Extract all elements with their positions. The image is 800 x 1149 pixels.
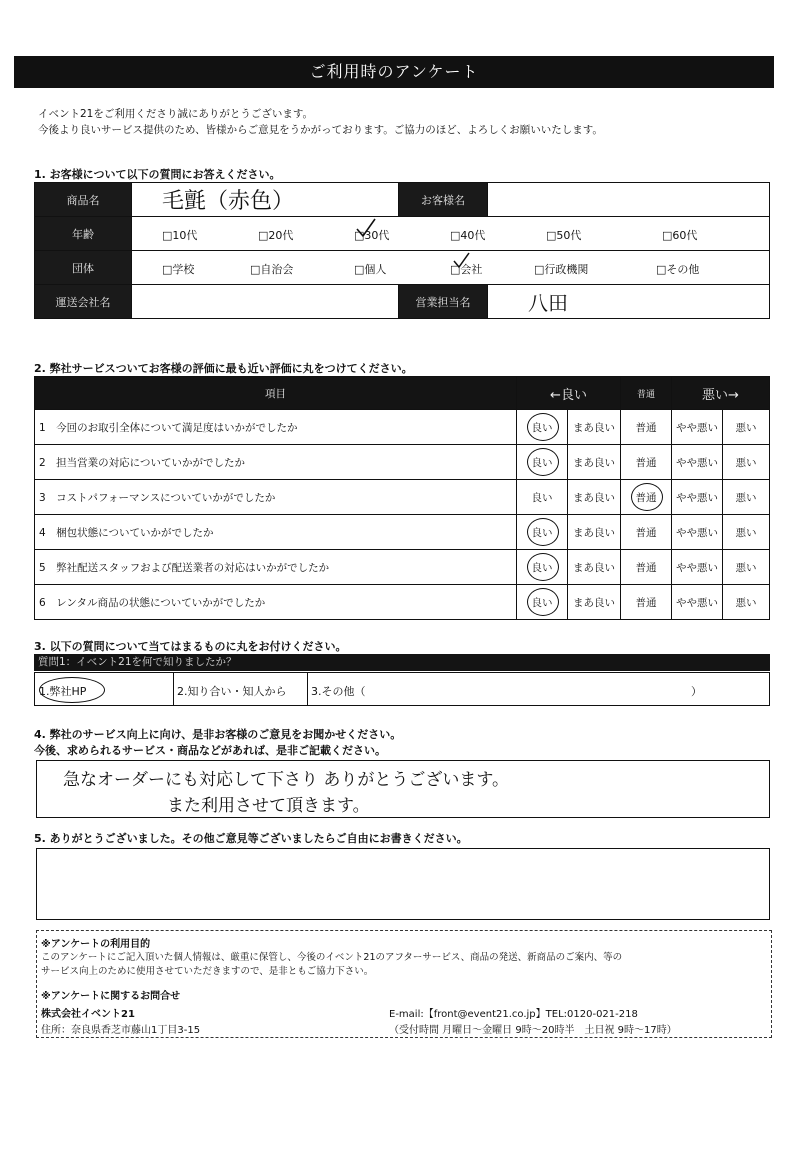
customer-info-table xyxy=(34,182,770,319)
rating-option[interactable]: 普通 xyxy=(621,515,672,550)
purpose-text-1: このアンケートにご記入頂いた個人情報は、厳重に保管し、今後のイベント21のアフターサービス、商品の発送、新商品のご案内、等の xyxy=(41,952,623,963)
intro-line-1: イベント21をご利用くださり誠にありがとうございます。 xyxy=(38,108,314,120)
rating-option[interactable]: 普通 xyxy=(621,550,672,585)
option-other[interactable]: 3.その他（ xyxy=(311,685,366,698)
page-title: ご利用時のアンケート xyxy=(14,56,774,88)
option-website[interactable]: 1.弊社HP xyxy=(39,685,87,698)
rating-option[interactable]: まあ良い xyxy=(568,410,621,445)
col-item-header: 項目 xyxy=(35,377,517,410)
section4-answer-line2: また利用させて頂きます。 xyxy=(167,796,370,816)
rating-option[interactable]: まあ良い xyxy=(568,585,621,620)
rating-option[interactable]: まあ良い xyxy=(568,445,621,480)
company-address: 住所：奈良県香芝市藤山1丁目3-15 xyxy=(41,1025,201,1036)
rating-option[interactable]: 普通 xyxy=(621,410,672,445)
rating-option[interactable]: 良い xyxy=(517,410,568,445)
rating-option[interactable]: やや悪い xyxy=(672,585,723,620)
age-option-50[interactable]: □50代 xyxy=(546,229,582,242)
question-text: 5 弊社配送スタッフおよび配送業者の対応はいかがでしたか xyxy=(35,550,517,585)
age-option-10[interactable]: □10代 xyxy=(162,229,198,242)
sales-value[interactable]: 八田 xyxy=(488,285,770,319)
purpose-heading: ※アンケートの利用目的 xyxy=(41,939,151,950)
group-option-neighborhood[interactable]: □自治会 xyxy=(250,263,294,276)
section5-answer-box[interactable] xyxy=(36,848,770,920)
rating-row xyxy=(35,550,770,585)
rating-option[interactable]: 普通 xyxy=(621,480,672,515)
contact-email-tel[interactable]: E-mail:【front@event21.co.jp】TEL:0120-021-218 xyxy=(389,1009,638,1020)
customer-value[interactable] xyxy=(488,183,770,217)
rating-option[interactable]: まあ良い xyxy=(568,515,621,550)
group-options xyxy=(132,251,770,285)
rating-option[interactable]: やや悪い xyxy=(672,445,723,480)
col-normal-header: 普通 xyxy=(621,377,672,410)
rating-option[interactable]: 良い xyxy=(517,480,568,515)
rating-option[interactable]: まあ良い xyxy=(568,550,621,585)
rating-option[interactable]: 良い xyxy=(517,585,568,620)
age-option-20[interactable]: □20代 xyxy=(258,229,294,242)
rating-row xyxy=(35,445,770,480)
rating-option[interactable]: 良い xyxy=(517,515,568,550)
customer-label: お客様名 xyxy=(399,183,488,217)
product-label: 商品名 xyxy=(35,183,132,217)
product-value[interactable]: 毛氈（赤色） xyxy=(132,183,399,217)
rating-option[interactable]: やや悪い xyxy=(672,515,723,550)
section4-subheading: 今後、求められるサービス・商品などがあれば、是非ご記載ください。 xyxy=(34,744,386,757)
rating-row xyxy=(35,585,770,620)
question-text: 4 梱包状態についていかがでしたか xyxy=(35,515,517,550)
rating-row xyxy=(35,515,770,550)
rating-option[interactable]: やや悪い xyxy=(672,480,723,515)
checkmark-icon xyxy=(354,217,378,239)
age-option-30[interactable]: □30代 xyxy=(354,229,390,242)
footer-box xyxy=(36,930,772,1038)
col-good-header: ←良い xyxy=(517,377,621,410)
rating-option[interactable]: 悪い xyxy=(723,410,770,445)
age-option-40[interactable]: □40代 xyxy=(450,229,486,242)
checkmark-icon xyxy=(452,251,472,269)
sales-label: 営業担当名 xyxy=(399,285,488,319)
section3-question: 質問1：イベント21を何で知りましたか？ xyxy=(34,654,770,671)
rating-option[interactable]: 悪い xyxy=(723,445,770,480)
rating-option[interactable]: まあ良い xyxy=(568,480,621,515)
rating-option[interactable]: 悪い xyxy=(723,585,770,620)
section5-heading: 5. ありがとうございました。その他ご意見等ございましたらご自由にお書きください。 xyxy=(34,832,468,845)
purpose-text-2: サービス向上のために使用させていただきますので、是非ともご協力下さい。 xyxy=(41,966,374,977)
group-label: 団体 xyxy=(35,251,132,285)
option-acquaintance[interactable]: 2.知り合い・知人から xyxy=(177,685,287,698)
section4-heading: 4. 弊社のサービス向上に向け、是非お客様のご意見をお聞かせください。 xyxy=(34,728,402,741)
section1-heading: 1. お客様について以下の質問にお答えください。 xyxy=(34,168,281,181)
group-option-other[interactable]: □その他 xyxy=(656,263,700,276)
shipping-value[interactable] xyxy=(132,285,399,319)
group-option-individual[interactable]: □個人 xyxy=(354,263,387,276)
group-option-school[interactable]: □学校 xyxy=(162,263,195,276)
question-text: 2 担当営業の対応についていかがでしたか xyxy=(35,445,517,480)
contact-heading: ※アンケートに関するお問合せ xyxy=(41,991,181,1002)
intro-line-2: 今後より良いサービス提供のため、皆様からご意見をうかがっております。ご協力のほど、よろしくお願いいたします。 xyxy=(38,124,603,136)
section4-answer-box[interactable] xyxy=(36,760,770,818)
question-text: 3 コストパフォーマンスについていかがでしたか xyxy=(35,480,517,515)
age-option-60[interactable]: □60代 xyxy=(662,229,698,242)
rating-option[interactable]: 普通 xyxy=(621,445,672,480)
section4-answer-line1: 急なオーダーにも対応して下さり ありがとうございます。 xyxy=(63,770,510,790)
age-label: 年齢 xyxy=(35,217,132,251)
section2-heading: 2. 弊社サービスついてお客様の評価に最も近い評価に丸をつけてください。 xyxy=(34,362,413,375)
rating-option[interactable]: 悪い xyxy=(723,550,770,585)
rating-table xyxy=(34,376,770,620)
group-option-government[interactable]: □行政機関 xyxy=(534,263,589,276)
rating-row xyxy=(35,410,770,445)
rating-row xyxy=(35,480,770,515)
rating-option[interactable]: 普通 xyxy=(621,585,672,620)
question-text: 6 レンタル商品の状態についていかがでしたか xyxy=(35,585,517,620)
rating-option[interactable]: 良い xyxy=(517,445,568,480)
age-options xyxy=(132,217,770,251)
group-option-company[interactable]: □会社 xyxy=(450,263,483,276)
question-text: 1 今回のお取引全体について満足度はいかがでしたか xyxy=(35,410,517,445)
section3-options-box xyxy=(34,672,770,706)
rating-option[interactable]: やや悪い xyxy=(672,550,723,585)
rating-option[interactable]: 良い xyxy=(517,550,568,585)
rating-option[interactable]: 悪い xyxy=(723,515,770,550)
col-bad-header: 悪い→ xyxy=(672,377,770,410)
contact-hours: （受付時間 月曜日～金曜日 9時～20時半 土日祝 9時～17時） xyxy=(389,1025,677,1036)
rating-option[interactable]: 悪い xyxy=(723,480,770,515)
shipping-label: 運送会社名 xyxy=(35,285,132,319)
rating-option[interactable]: やや悪い xyxy=(672,410,723,445)
option-other-close: ） xyxy=(691,685,702,698)
section3-heading: 3. 以下の質問について当てはまるものに丸をお付けください。 xyxy=(34,640,347,653)
company-name: 株式会社イベント21 xyxy=(41,1009,135,1020)
